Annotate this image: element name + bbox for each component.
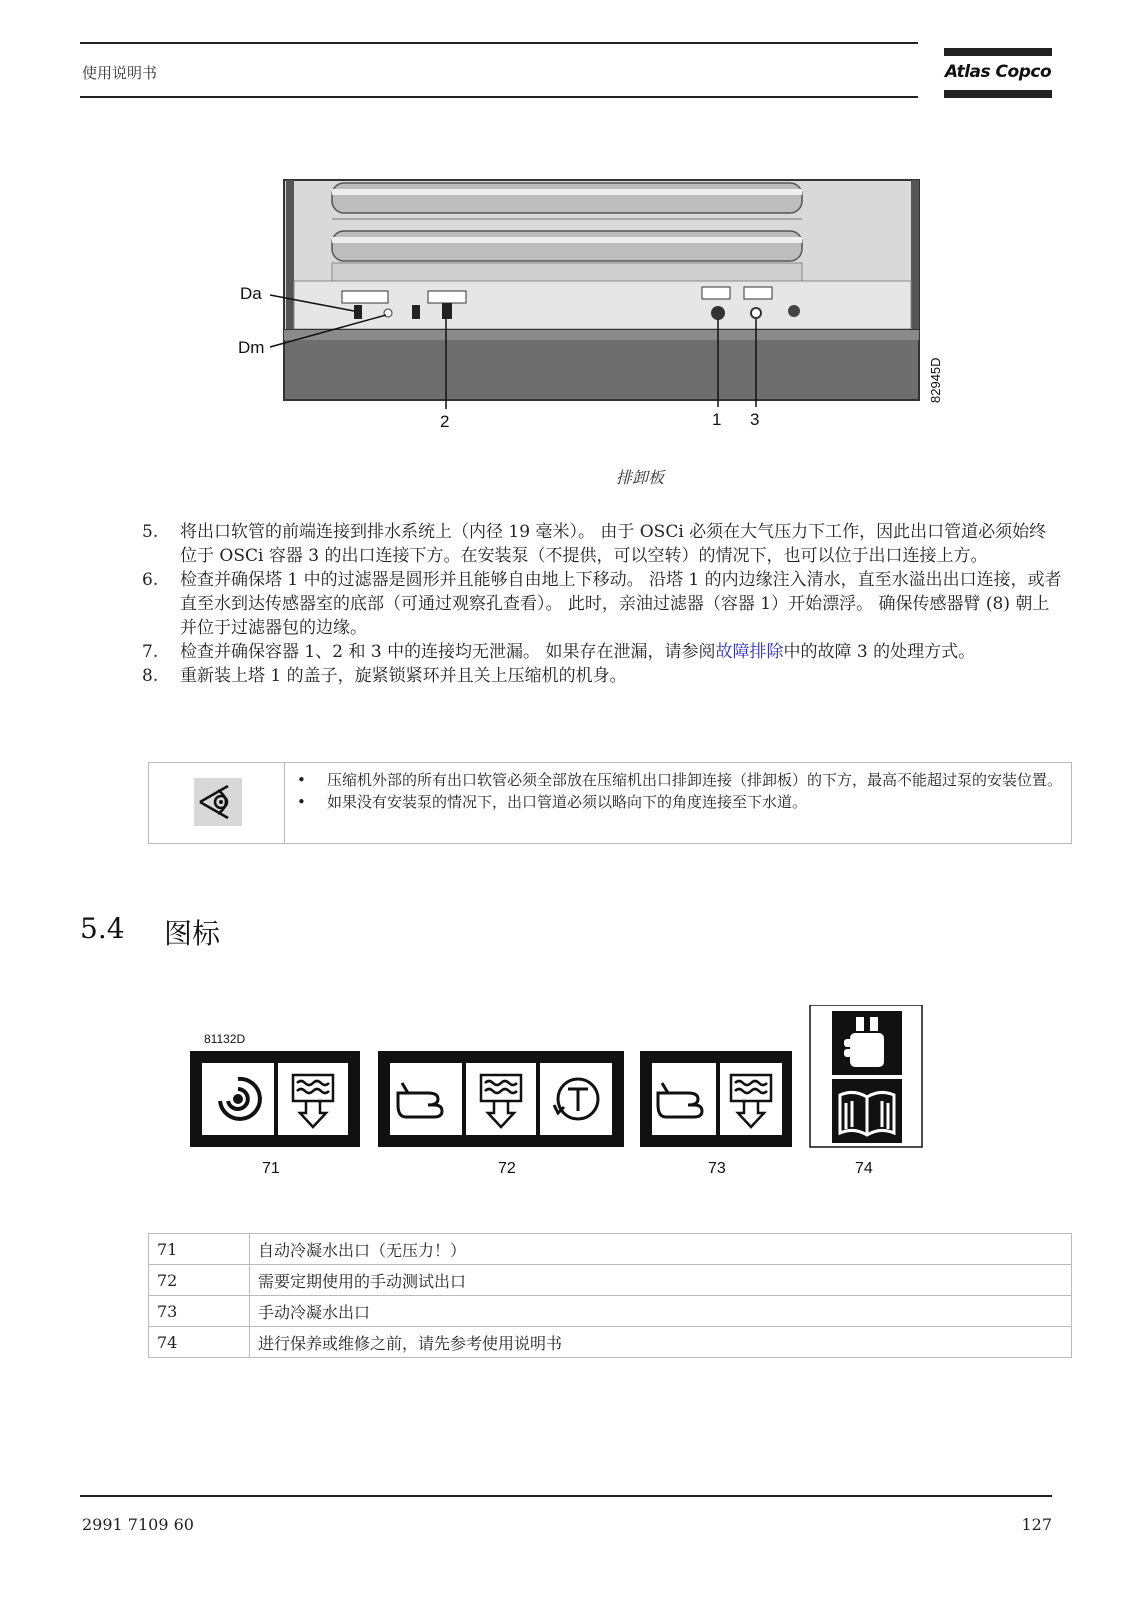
table-row bbox=[149, 1296, 1072, 1327]
table-cell-desc: 自动冷凝水出口（无压力！） bbox=[250, 1234, 1072, 1265]
sticker-da bbox=[342, 291, 388, 303]
fitting-2 bbox=[442, 303, 452, 319]
atlas-copco-logo bbox=[944, 48, 1052, 100]
table-cell-id: 71 bbox=[149, 1234, 250, 1265]
step-6 bbox=[142, 568, 1062, 640]
figure1-code: 82945D bbox=[928, 357, 943, 403]
note-bullets bbox=[297, 769, 1067, 813]
note-bullet: • 压缩机外部的所有出口软管必须全部放在压缩机出口排卸连接（排卸板）的下方，最高不能超过泵的安装位置。 bbox=[297, 769, 1067, 791]
fitting-a bbox=[412, 305, 420, 319]
indicator-lamp bbox=[788, 305, 800, 317]
pictogram-74 bbox=[810, 1005, 922, 1147]
lower-tube bbox=[332, 231, 802, 261]
step-text: 检查并确保塔 1 中的过滤器是圆形并且能够自由地上下移动。 沿塔 1 的内边缘注入清水，直至水溢出出口连接，或者直至水到达传感器室的底部（可通过观察孔查看）。 此时，亲油过滤器（容器 1）开始漂浮。 确保传感器臂 (8) 朝上并位于过滤器包的边缘。 bbox=[180, 570, 1062, 638]
logo-bar-top bbox=[944, 48, 1052, 56]
step-8 bbox=[142, 664, 1062, 688]
machine-base bbox=[284, 330, 919, 400]
section-title: 图标 bbox=[164, 917, 221, 950]
table-cell-desc: 手动冷凝水出口 bbox=[250, 1296, 1072, 1327]
header-rule-top bbox=[80, 42, 918, 44]
label-da: Da bbox=[240, 284, 262, 303]
note-box bbox=[148, 762, 1072, 844]
housing-left-post bbox=[286, 180, 294, 330]
pictogram-label-73: 73 bbox=[708, 1160, 726, 1177]
document-number: 2991 7109 60 bbox=[82, 1515, 194, 1534]
label-3: 3 bbox=[750, 410, 760, 429]
step-number: 7. bbox=[142, 642, 159, 662]
logo-wordmark: Atlas Copco bbox=[944, 62, 1052, 82]
note-bullet: • 如果没有安装泵的情况下，出口管道必须以略向下的角度连接至下水道。 bbox=[297, 791, 1067, 813]
label-1: 1 bbox=[712, 410, 722, 429]
step-list bbox=[142, 520, 1062, 688]
sticker-1 bbox=[702, 287, 730, 299]
eye-warning-icon bbox=[194, 778, 242, 826]
label-2: 2 bbox=[440, 412, 450, 431]
pictogram-72 bbox=[378, 1051, 624, 1147]
step-text: 中的故障 3 的处理方式。 bbox=[783, 642, 976, 662]
table-cell-id: 72 bbox=[149, 1265, 250, 1296]
table-cell-id: 73 bbox=[149, 1296, 250, 1327]
header-title: 使用说明书 bbox=[82, 64, 158, 82]
step-text: 检查并确保容器 1、2 和 3 中的连接均无泄漏。 如果存在泄漏，请参阅 bbox=[180, 642, 716, 662]
figure1-caption: 排卸板 bbox=[615, 468, 664, 487]
upper-tube-highlight bbox=[332, 189, 802, 195]
table-row bbox=[149, 1234, 1072, 1265]
fitting-da bbox=[354, 305, 362, 319]
table-row bbox=[149, 1327, 1072, 1358]
sticker-2 bbox=[428, 291, 466, 303]
sticker-3 bbox=[744, 287, 772, 299]
step-number: 6. bbox=[142, 570, 159, 590]
header-rule-bottom bbox=[80, 96, 918, 98]
table-cell-desc: 进行保养或维修之前，请先参考使用说明书 bbox=[250, 1327, 1072, 1358]
troubleshooting-link[interactable]: 故障排除 bbox=[715, 642, 784, 662]
table-cell-id: 74 bbox=[149, 1327, 250, 1358]
pictogram-label-71: 71 bbox=[262, 1160, 280, 1177]
drain-panel-figure bbox=[236, 175, 960, 445]
step-5 bbox=[142, 520, 1062, 568]
rear-chamber bbox=[332, 263, 802, 281]
note-icon-cell bbox=[149, 763, 285, 843]
base-top-edge bbox=[284, 330, 919, 340]
step-number: 5. bbox=[142, 522, 159, 542]
step-text: 将出口软管的前端连接到排水系统上（内径 19 毫米）。 由于 OSCi 必须在大气压力下工作，因此出口管道必须始终位于 OSCi 容器 3 的出口连接下方。在安装泵（不提供，可以空转）的情况下，也可以位于出口连接上方。 bbox=[180, 522, 1047, 566]
pictogram-figure bbox=[180, 1005, 960, 1200]
label-dm: Dm bbox=[238, 338, 265, 357]
pictogram-label-74: 74 bbox=[855, 1160, 873, 1177]
step-number: 8. bbox=[142, 666, 159, 686]
pictogram-73 bbox=[640, 1051, 792, 1147]
pictogram-table bbox=[148, 1233, 1072, 1358]
table-cell-desc: 需要定期使用的手动测试出口 bbox=[250, 1265, 1072, 1296]
step-7 bbox=[142, 640, 1062, 664]
lower-tube-highlight bbox=[332, 237, 802, 243]
pictogram-label-72: 72 bbox=[498, 1160, 516, 1177]
fitting-1 bbox=[711, 306, 725, 320]
figure2-code: 81132D bbox=[204, 1032, 246, 1046]
upper-tube bbox=[332, 183, 802, 213]
fitting-3 bbox=[751, 308, 761, 318]
footer-rule bbox=[80, 1495, 1052, 1497]
drain-plate bbox=[294, 281, 911, 329]
table-row bbox=[149, 1265, 1072, 1296]
page-number: 127 bbox=[1021, 1515, 1052, 1534]
step-text: 重新装上塔 1 的盖子，旋紧锁紧环并且关上压缩机的机身。 bbox=[180, 666, 627, 686]
section-number: 5.4 bbox=[80, 912, 125, 945]
pictogram-71 bbox=[190, 1051, 360, 1147]
logo-bar-bottom bbox=[944, 90, 1052, 98]
housing-right-post bbox=[911, 180, 919, 330]
